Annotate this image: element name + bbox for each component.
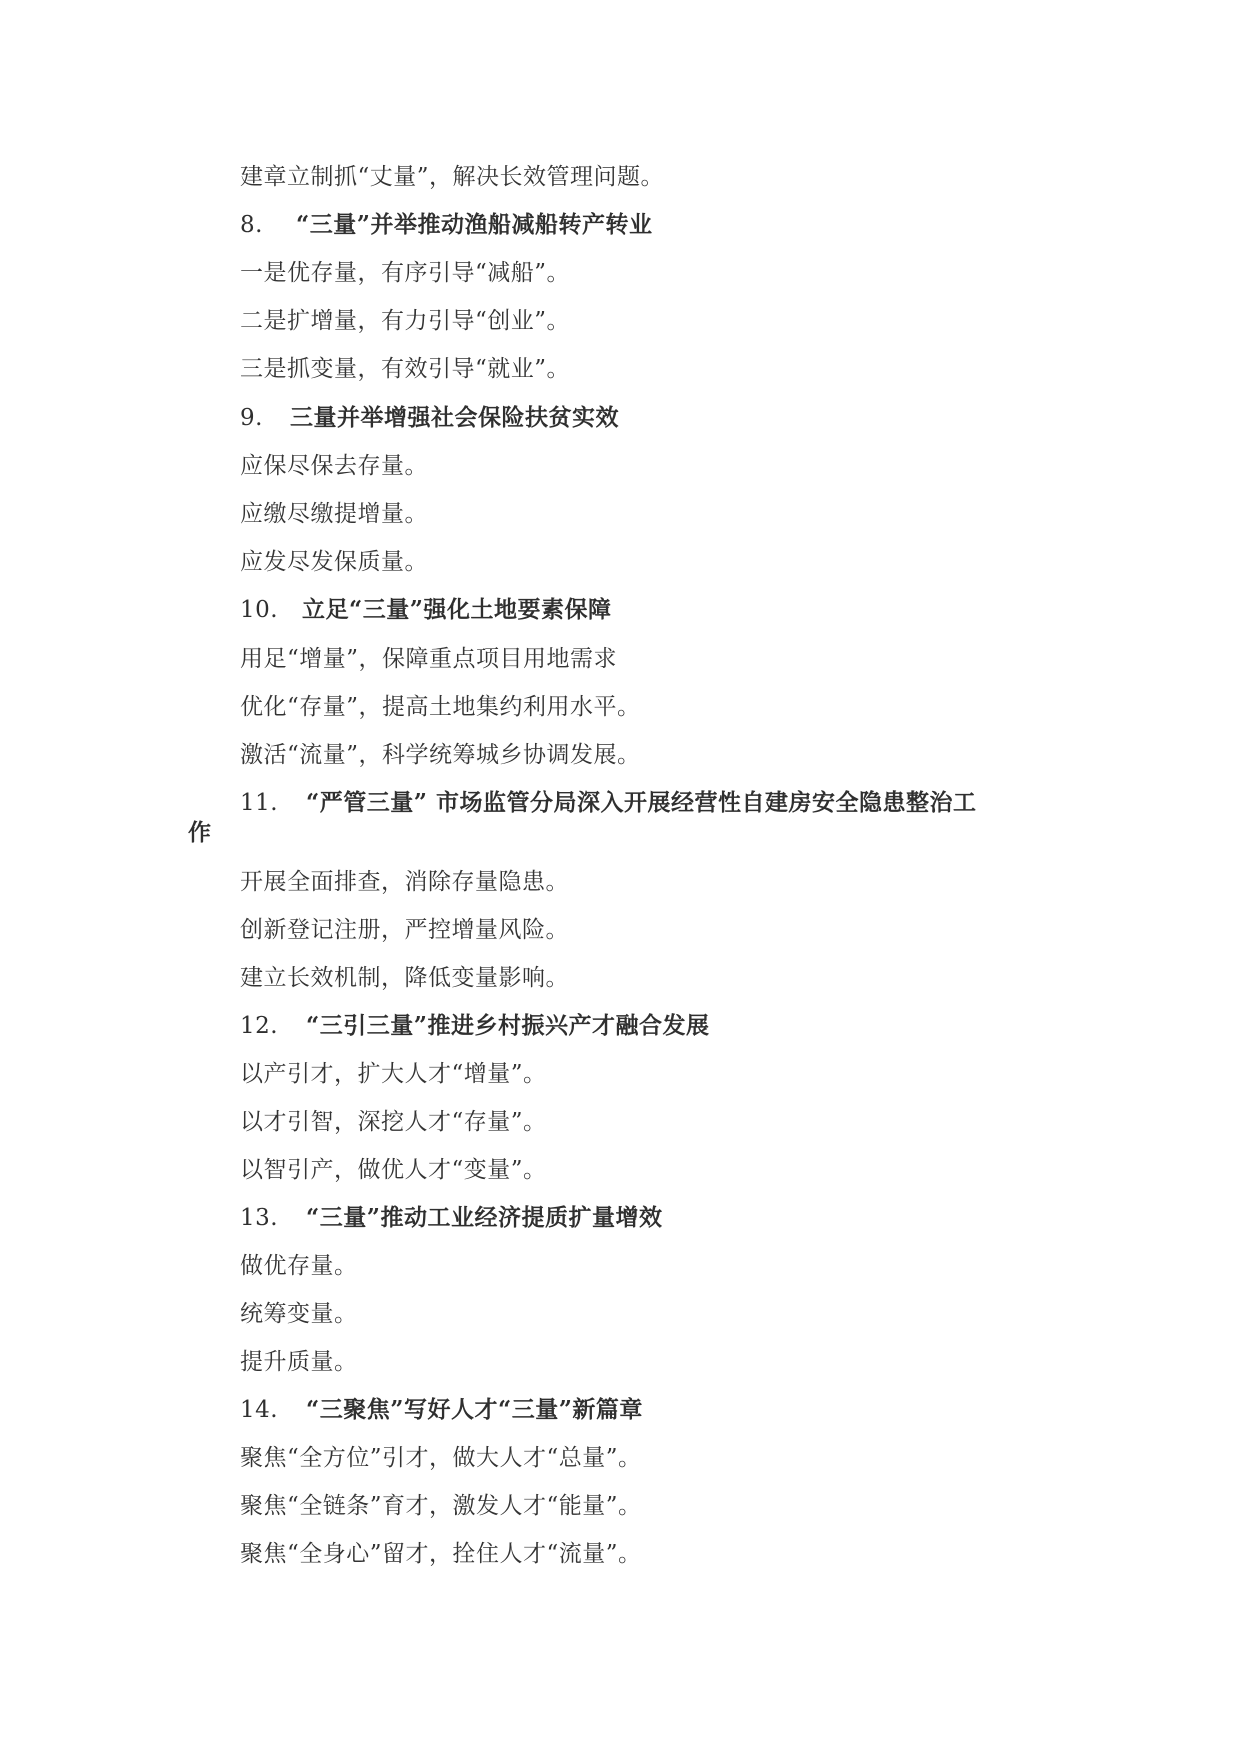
section-title: “三聚焦”写好人才“三量”新篇章 xyxy=(306,1396,643,1423)
section-number: 11. xyxy=(240,790,279,816)
body-line: 建章立制抓“丈量”，解决长效管理问题。 xyxy=(240,164,665,190)
section-number: 12. xyxy=(240,1013,279,1039)
body-line: 做优存量。 xyxy=(240,1253,358,1279)
section-heading-8 xyxy=(240,210,652,240)
body-line: 统筹变量。 xyxy=(240,1301,358,1327)
section-number: 14. xyxy=(240,1397,279,1423)
body-line: 以智引产，做优人才“变量”。 xyxy=(240,1157,547,1183)
section-heading-10 xyxy=(240,595,611,625)
body-line: 应保尽保去存量。 xyxy=(240,453,428,479)
body-line: 聚焦“全方位”引才，做大人才“总量”。 xyxy=(240,1445,642,1471)
body-line: 应发尽发保质量。 xyxy=(240,549,428,575)
section-heading-14 xyxy=(240,1395,643,1425)
body-line: 开展全面排查，消除存量隐患。 xyxy=(240,869,569,895)
section-heading-11-continuation: 作 xyxy=(188,819,212,846)
body-line: 优化“存量”，提高土地集约利用水平。 xyxy=(240,694,641,720)
body-line: 三是抓变量，有效引导“就业”。 xyxy=(240,356,571,382)
body-line: 二是扩增量，有力引导“创业”。 xyxy=(240,308,571,334)
section-number: 13. xyxy=(240,1205,279,1231)
section-title: 立足“三量”强化土地要素保障 xyxy=(302,596,612,623)
body-line: 创新登记注册，严控增量风险。 xyxy=(240,917,569,943)
body-line: 提升质量。 xyxy=(240,1349,358,1375)
section-heading-13 xyxy=(240,1203,662,1233)
section-title: 三量并举增强社会保险扶贫实效 xyxy=(290,404,619,431)
section-heading-11 xyxy=(240,788,976,818)
section-number: 10. xyxy=(240,597,279,623)
body-line: 以才引智，深挖人才“存量”。 xyxy=(240,1109,547,1135)
body-line: 以产引才，扩大人才“增量”。 xyxy=(240,1061,547,1087)
section-number: 9. xyxy=(240,405,263,431)
section-title: “三量”并举推动渔船减船转产转业 xyxy=(296,211,653,238)
body-line: 用足“增量”，保障重点项目用地需求 xyxy=(240,646,618,672)
section-heading-12 xyxy=(240,1011,709,1041)
body-line: 应缴尽缴提增量。 xyxy=(240,501,428,527)
body-line: 聚焦“全链条”育才，激发人才“能量”。 xyxy=(240,1493,642,1519)
section-title: “严管三量” 市场监管分局深入开展经营性自建房安全隐患整治工 xyxy=(306,789,977,816)
body-line: 一是优存量，有序引导“减船”。 xyxy=(240,260,571,286)
section-title: “三引三量”推进乡村振兴产才融合发展 xyxy=(306,1012,710,1039)
body-line: 建立长效机制，降低变量影响。 xyxy=(240,965,569,991)
section-title: “三量”推动工业经济提质扩量增效 xyxy=(306,1204,663,1231)
section-number: 8. xyxy=(240,212,263,238)
body-line: 激活“流量”，科学统筹城乡协调发展。 xyxy=(240,742,641,768)
section-heading-9 xyxy=(240,403,619,433)
body-line: 聚焦“全身心”留才，拴住人才“流量”。 xyxy=(240,1541,642,1567)
